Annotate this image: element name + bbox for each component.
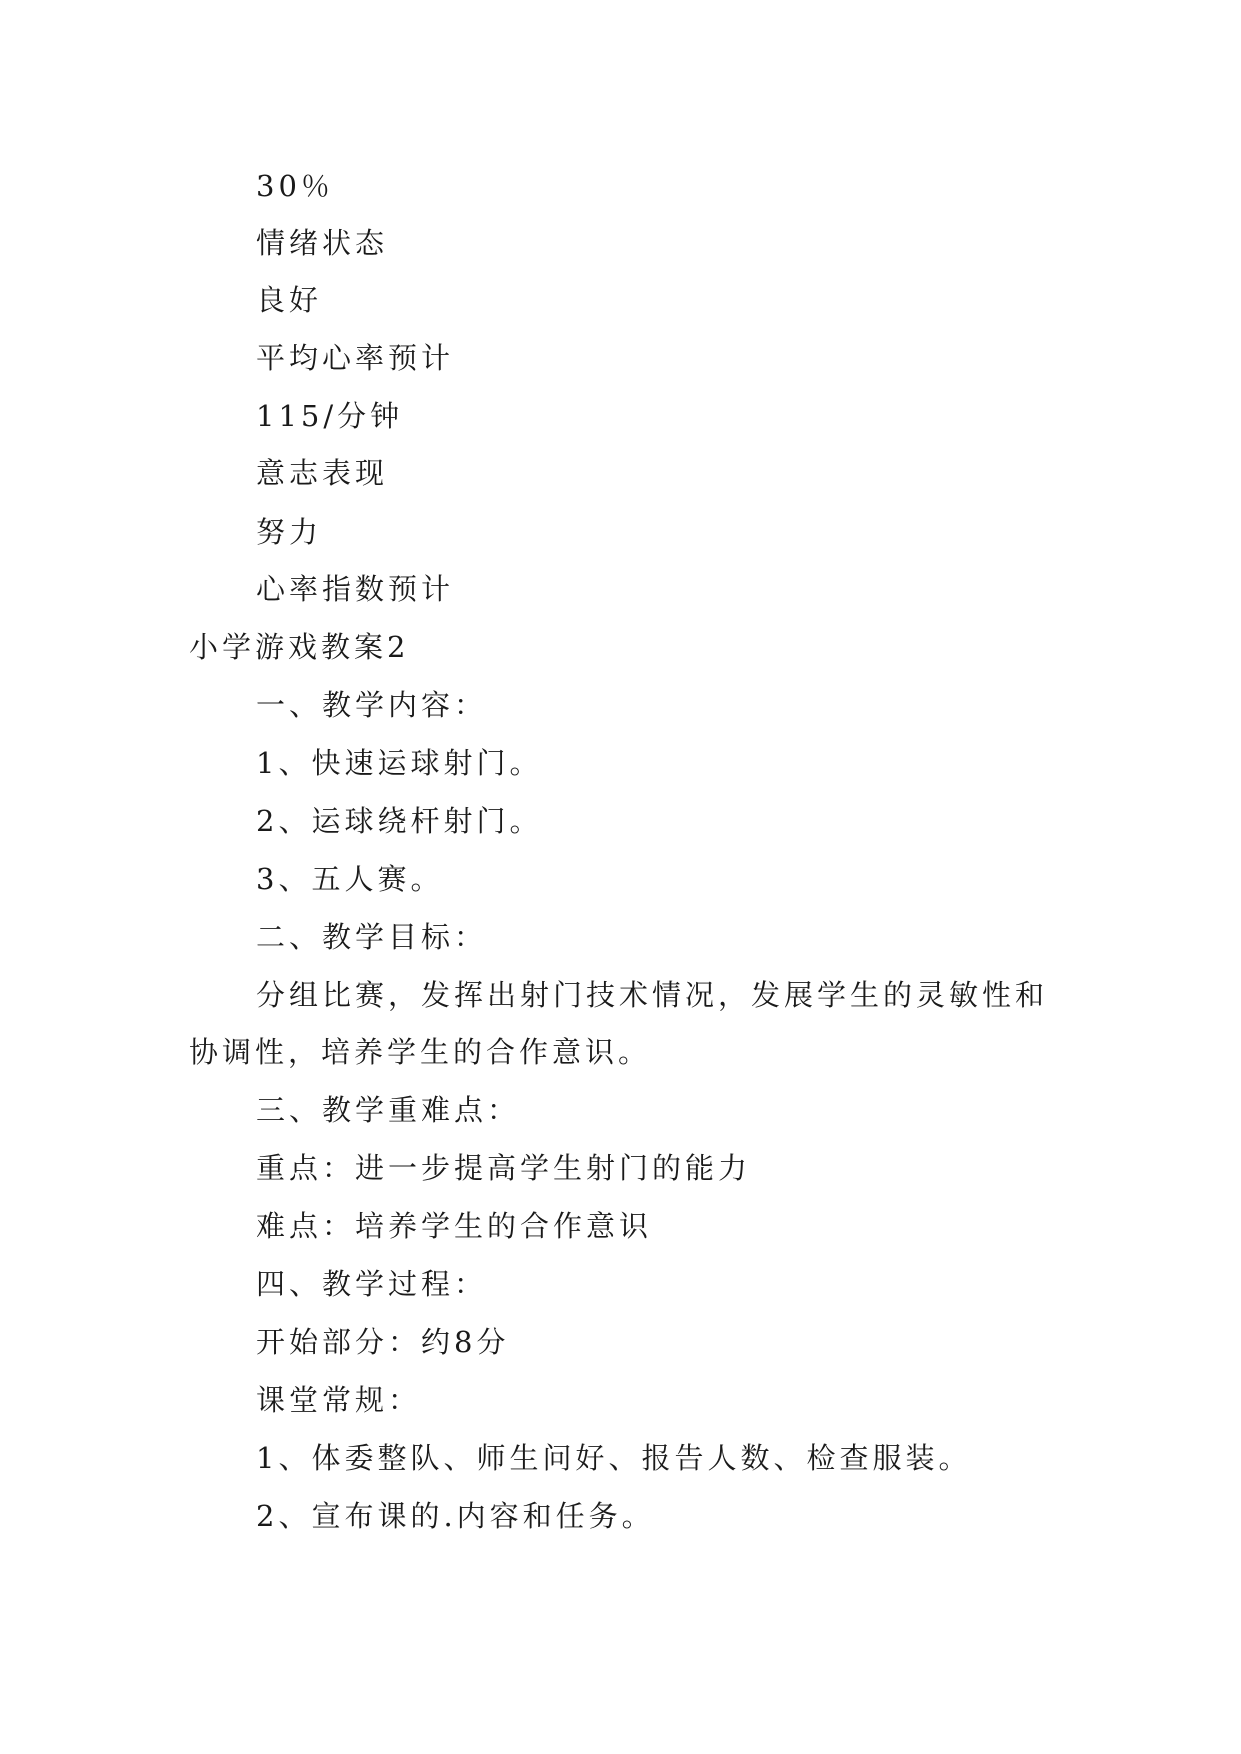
- section-title: 小学游戏教案2: [189, 630, 410, 664]
- paragraph-line: 课堂常规：: [256, 1383, 422, 1417]
- text-line: 情绪状态: [256, 226, 389, 260]
- paragraph-line: 分组比赛，发挥出射门技术情况，发展学生的灵敏性和: [256, 978, 1049, 1012]
- heading: 四、教学过程：: [256, 1267, 488, 1301]
- text-line: 30％: [256, 169, 334, 203]
- list-item: 3、五人赛。: [256, 862, 444, 896]
- paragraph-line: 协调性，培养学生的合作意识。: [189, 1035, 652, 1069]
- text-line: 心率指数预计: [256, 572, 455, 606]
- text-line: 努力: [256, 515, 323, 549]
- heading: 一、教学内容：: [256, 688, 488, 722]
- list-item: 1、体委整队、师生问好、报告人数、检查服装。: [256, 1441, 972, 1475]
- text-line: 115/分钟: [256, 399, 404, 433]
- list-item: 2、宣布课的.内容和任务。: [256, 1499, 655, 1533]
- paragraph-line: 重点：进一步提高学生射门的能力: [256, 1151, 752, 1185]
- paragraph-line: 难点：培养学生的合作意识: [256, 1209, 653, 1243]
- list-item: 2、运球绕杆射门。: [256, 804, 543, 838]
- heading: 二、教学目标：: [256, 920, 488, 954]
- text-line: 良好: [256, 283, 323, 317]
- text-line: 平均心率预计: [256, 341, 455, 375]
- list-item: 1、快速运球射门。: [256, 746, 543, 780]
- paragraph-line: 开始部分：约8分: [256, 1325, 510, 1359]
- heading: 三、教学重难点：: [256, 1093, 521, 1127]
- text-line: 意志表现: [256, 456, 389, 490]
